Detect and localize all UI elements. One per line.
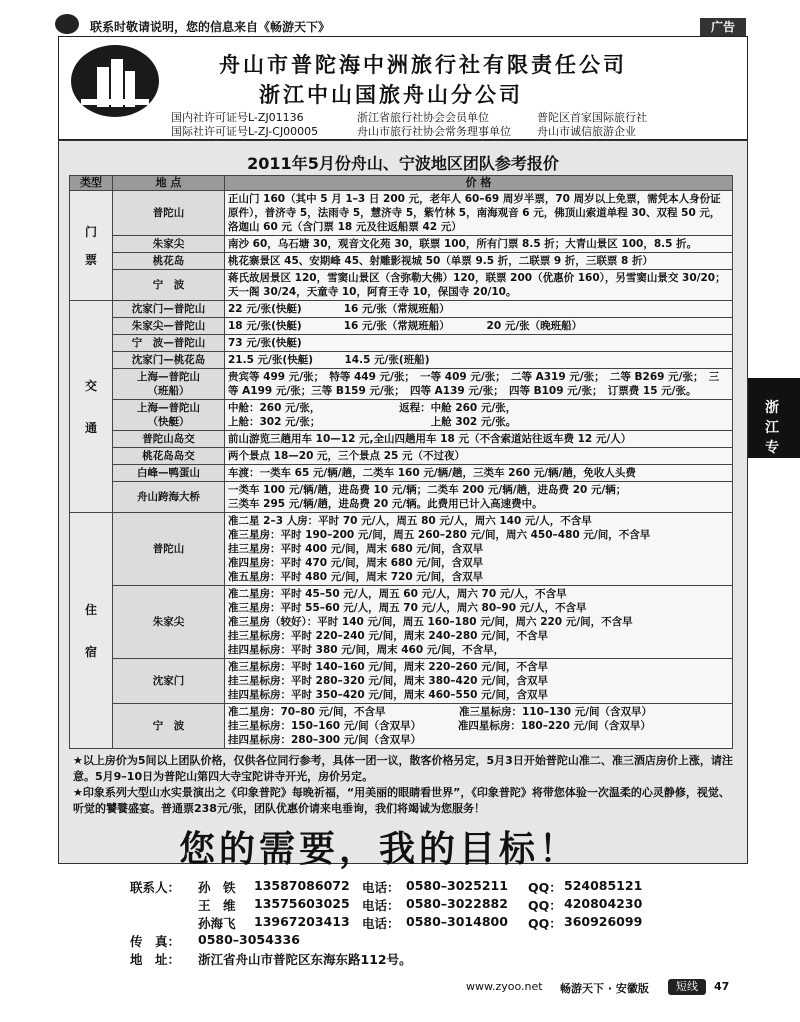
price-cell: 准二星房：平时 45–50 元/人，周五 60 元/人，周六 70 元/人，不含早 准三星房：平时 55–60 元/人，周五 70 元/人，周六 80–90 元/人，不含早 准三星房（较好）：平时 140 元/间，周五 160–180 元/间，周六 220 元/间，不含早 挂三星标房：平时 220–240 元/间，周末 240–280 元/间，不含早 挂四星标房：平时 380 元/间，周末 460 元/间，不含早， (225, 586, 733, 659)
price-cell: 正山门 160（其中 5 月 1–3 日 200 元，老年人 60–69 周岁半票，70 周岁以上免票，需凭本人身份证原件），普济寺 5，法雨寺 5，慧济寺 5，紫竹林 5，南海观音 6 元，佛顶山索道单程 30、双程 50 元，洛迦山 60 元（含门票 18 元及往返船票 42 元） (225, 191, 733, 236)
place-cell: 普陀山岛交 (113, 431, 225, 448)
contact-qq: 524085121 (564, 878, 643, 893)
license-text: 舟山市旅行社协会常务理事单位 (357, 125, 511, 138)
place-cell: 桃花岛 (113, 253, 225, 270)
price-table (69, 175, 733, 749)
top-bar (0, 0, 800, 36)
contact-qq-label: QQ： (528, 916, 562, 931)
company-name-primary: 舟山市普陀海中洲旅行社有限责任公司 (219, 52, 627, 77)
place-cell: 上海—普陀山 （快艇） (113, 400, 225, 431)
slogan: 您的需要，我的目标！ (179, 829, 580, 870)
table-row (70, 586, 733, 659)
contact-tel: 0580–3025211 (406, 878, 508, 893)
price-cell: 准三星标房：平时 140–160 元/间，周末 220–260 元/间，不含早 挂三星标房：平时 280–320 元/间，周末 380–420 元/间，含双早 挂四星标房：平时 350–420 元/间，周末 460–550 元/间，含双早 (225, 659, 733, 704)
price-cell: 两个景点 18—20 元，三个景点 25 元（不过夜） (225, 448, 733, 465)
contact-name: 孙海飞 (198, 916, 236, 931)
table-row (70, 270, 733, 301)
side-tab-label: 浙江专线 (765, 400, 779, 476)
table-row (70, 448, 733, 465)
price-cell: 桃花寨景区 45、安期峰 45、射雕影视城 50（单票 9.5 折，二联票 9 折，三联票 8 折） (225, 253, 733, 270)
table-row (70, 513, 733, 586)
fax-number: 0580–3054336 (198, 932, 300, 947)
price-cell: 73 元/张(快艇) (225, 335, 733, 352)
table-row (70, 431, 733, 448)
price-cell: 蒋氏故居景区 120，雪窦山景区（含弥勒大佛）120，联票 200（优惠价 160），另雪窦山景交 30/20；天一阁 30/24，天童寺 10，阿育王寺 10，保国寺 20/10。 (225, 270, 733, 301)
contact-block (58, 870, 746, 970)
fax-label: 传 真： (130, 934, 181, 949)
address: 浙江省舟山市普陀区东海东路112号。 (198, 952, 412, 967)
contact-qq-label: QQ： (528, 898, 562, 913)
place-cell: 白峰—鸭蛋山 (113, 465, 225, 482)
table-row (70, 301, 733, 318)
price-box (58, 140, 748, 870)
contact-tel-label: 电话： (362, 916, 400, 931)
footer-brand: 畅游天下 · 安徽版 (560, 982, 649, 995)
address-label: 地 址： (130, 952, 181, 967)
table-row (70, 400, 733, 431)
category-menpiao: 门 票 (70, 191, 113, 301)
ad-tag: 广告 (700, 18, 746, 36)
table-row (70, 236, 733, 253)
table-row (70, 369, 733, 400)
page-footer (0, 975, 800, 1005)
contact-tel-label: 电话： (362, 880, 400, 895)
page-number: 47 (714, 980, 730, 993)
price-cell: 车渡：一类车 65 元/辆/趟，二类车 160 元/辆/趟，三类车 260 元/辆/趟，免收人头费 (225, 465, 733, 482)
place-cell: 宁 波 (113, 270, 225, 301)
price-table-title: 2011年5月份舟山、宁波地区团队参考报价 (247, 154, 559, 173)
table-row (70, 191, 733, 236)
license-text: 舟山市诚信旅游企业 (537, 125, 636, 138)
license-text: 国内社许可证号L-ZJ01136 (171, 111, 304, 124)
contact-name: 孙 铁 (198, 880, 236, 895)
price-cell: 22 元/张(快艇) 16 元/张（常规班船） (225, 301, 733, 318)
category-jiaotong: 交 通 (70, 301, 113, 513)
company-logo-icon (71, 45, 159, 117)
magazine-logo-icon (55, 14, 79, 34)
section-side-tab (744, 378, 800, 476)
place-cell: 普陀山 (113, 513, 225, 586)
table-body (70, 191, 733, 749)
table-row (70, 659, 733, 704)
place-cell: 朱家尖 (113, 236, 225, 253)
table-row (70, 335, 733, 352)
place-cell: 普陀山 (113, 191, 225, 236)
contact-qq-label: QQ： (528, 880, 562, 895)
notes (73, 753, 737, 817)
contact-mobile: 13587086072 (254, 878, 350, 893)
price-cell: 一类车 100 元/辆/趟，进岛费 10 元/辆；二类车 200 元/辆/趟，进岛费 20 元/辆； 三类车 295 元/辆/趟，进岛费 20 元/辆。此费用已计入高速费中。 (225, 482, 733, 513)
place-cell: 沈家门—普陀山 (113, 301, 225, 318)
contact-tel: 0580–3014800 (406, 914, 508, 929)
category-zhusu: 住 宿 (70, 513, 113, 749)
license-text: 国际社许可证号L-ZJ-CJ00005 (171, 125, 319, 138)
price-cell: 准二星房：70–80 元/间，不含早 准三星标房：110–130 元/间（含双早） 挂三星标房：150–160 元/间（含双早） 准四星标房：180–220 元/间（含双早） 挂四星标房：280–300 元/间（含双早） (225, 704, 733, 749)
contact-label: 联系人： (130, 880, 181, 895)
price-cell: 准二星 2–3 人房：平时 70 元/人，周五 80 元/人，周六 140 元/人，不含早 准三星房：平时 190–200 元/间，周五 260–280 元/间，周六 450–480 元/间，不含早 挂三星房：平时 400 元/间，周末 680 元/间，含双早 准四星房：平时 470 元/间，周末 680 元/间，含双早 准五星房：平时 480 元/间，周末 720 元/间，含双早 (225, 513, 733, 586)
contact-mobile: 13967203413 (254, 914, 350, 929)
price-cell: 中舱：260 元/张， 返程：中舱 260 元/张， 上舱：302 元/张； 上舱 302 元/张。 (225, 400, 733, 431)
license-text: 浙江省旅行社协会会员单位 (357, 111, 489, 124)
price-cell: 南沙 60，乌石塘 30，观音文化苑 30，联票 100，所有门票 8.5 折；大青山景区 100，8.5 折。 (225, 236, 733, 253)
contact-qq: 420804230 (564, 896, 643, 911)
contact-mobile: 13575603025 (254, 896, 350, 911)
table-row (70, 318, 733, 335)
license-text: 普陀区首家国际旅行社 (537, 111, 647, 124)
place-cell: 宁 波 (113, 704, 225, 749)
table-row (70, 704, 733, 749)
footer-section-tag: 短线 (668, 979, 706, 995)
contact-tel: 0580–3022882 (406, 896, 508, 911)
place-cell: 宁 波—普陀山 (113, 335, 225, 352)
place-cell: 沈家门 (113, 659, 225, 704)
table-header-row (70, 176, 733, 191)
header-place: 地 点 (113, 176, 225, 191)
source-notice: 联系时敬请说明，您的信息来自《畅游天下》 (90, 20, 331, 34)
price-cell: 21.5 元/张(快艇) 14.5 元/张(班船) (225, 352, 733, 369)
table-row (70, 253, 733, 270)
table-row (70, 482, 733, 513)
note-item: ★印象系列大型山水实景演出之《印象普陀》每晚祈福，“用美丽的眼睛看世界”，《印象普陀》将带您体验一次温柔的心灵静修，视觉、听觉的饕餮盛宴。普通票238元/张，团队优惠价请来电垂询，我们将竭诚为您服务！ (73, 786, 730, 815)
price-cell: 贵宾等 499 元/张； 特等 449 元/张； 一等 409 元/张； 二等 A319 元/张； 二等 B269 元/张； 三等 A199 元/张；三等 B159 元/张； 四等 A139 元/张； 四等 B109 元/张； 订票费 15 元/张。 (225, 369, 733, 400)
place-cell: 朱家尖—普陀山 (113, 318, 225, 335)
contact-tel-label: 电话： (362, 898, 400, 913)
place-cell: 桃花岛岛交 (113, 448, 225, 465)
footer-url[interactable]: www.zyoo.net (466, 980, 543, 993)
company-header (58, 36, 748, 140)
header-type: 类型 (70, 176, 113, 191)
table-row (70, 352, 733, 369)
company-name-secondary: 浙江中山国旅舟山分公司 (259, 82, 523, 107)
contact-name: 王 维 (198, 898, 236, 913)
place-cell: 上海—普陀山 （班船） (113, 369, 225, 400)
price-cell: 18 元/张(快艇) 16 元/张（常规班船） 20 元/张（晚班船） (225, 318, 733, 335)
place-cell: 朱家尖 (113, 586, 225, 659)
place-cell: 舟山跨海大桥 (113, 482, 225, 513)
price-cell: 前山游览三趟用车 10—12 元,全山四趟用车 18 元（不含索道站往返车费 12 元/人） (225, 431, 733, 448)
note-item: ★以上房价为5间以上团队价格，仅供各位同行参考，具体一团一议，散客价格另定，5月3日开始普陀山准二、准三酒店房价上涨，请注意。5月9–10日为普陀山第四大寺宝陀讲寺开光，房价另定。 (73, 754, 733, 783)
table-row (70, 465, 733, 482)
contact-qq: 360926099 (564, 914, 643, 929)
header-price: 价 格 (225, 176, 733, 191)
place-cell: 沈家门—桃花岛 (113, 352, 225, 369)
